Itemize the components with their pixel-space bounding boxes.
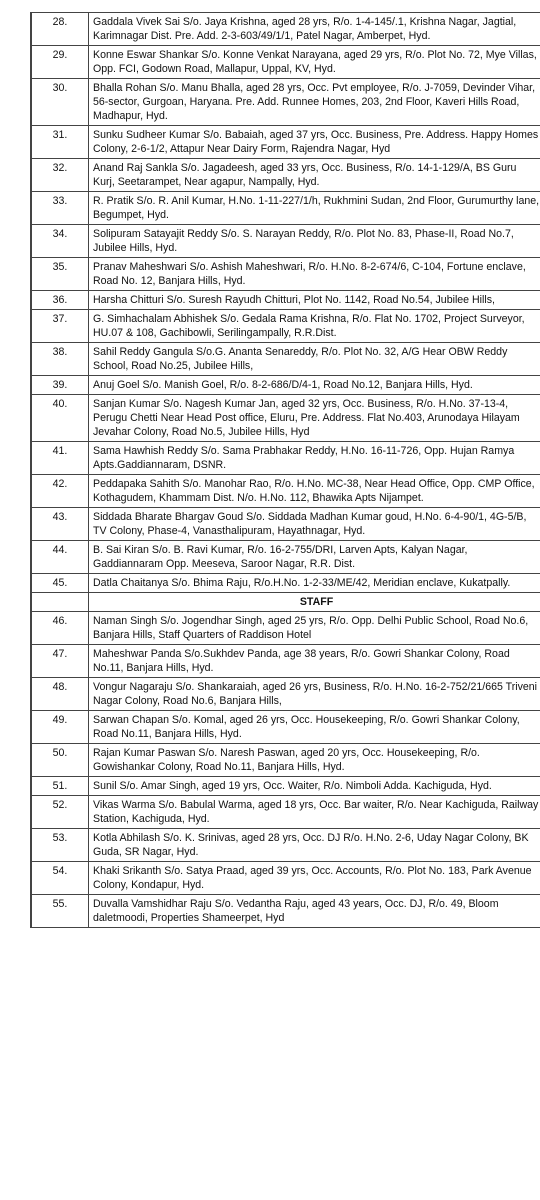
section-number-cell xyxy=(32,593,89,612)
row-number: 34. xyxy=(32,225,89,258)
row-number: 33. xyxy=(32,192,89,225)
table-row xyxy=(32,46,540,79)
row-number: 35. xyxy=(32,258,89,291)
person-details: Pranav Maheshwari S/o. Ashish Maheshwari, R/o. H.No. 8-2-674/6, C-104, Fortune enclave, Road No. 12, Banjara Hills, Hyd. xyxy=(89,258,540,291)
table-row xyxy=(32,711,540,744)
table-row xyxy=(32,126,540,159)
row-number: 49. xyxy=(32,711,89,744)
row-number: 47. xyxy=(32,645,89,678)
person-details: Sanjan Kumar S/o. Nagesh Kumar Jan, aged 32 yrs, Occ. Business, R/o. H.No. 37-13-4, Perugu Chetti Near Head Post office, Eluru, Pre. Address. Flat No.403, Arunodaya Hilayam Jevahar Colony, Road No.5, Jubilee Hills, Hyd xyxy=(89,395,540,442)
accused-list-sheet xyxy=(30,12,540,928)
row-number: 45. xyxy=(32,574,89,593)
row-number: 54. xyxy=(32,862,89,895)
table-row xyxy=(32,291,540,310)
person-details: Sunku Sudheer Kumar S/o. Babaiah, aged 37 yrs, Occ. Business, Pre. Address. Happy Homes Colony, 2-6-1/2, Attapur Near Dairy Form, Rajendra Nagar, Hyd xyxy=(89,126,540,159)
row-number: 40. xyxy=(32,395,89,442)
row-number: 55. xyxy=(32,895,89,928)
person-details: Naman Singh S/o. Jogendhar Singh, aged 25 yrs, R/o. Opp. Delhi Public School, Road No.6, Banjara Hills, Staff Quarters of Raddison Hotel xyxy=(89,612,540,645)
section-label: STAFF xyxy=(89,593,540,612)
staff-section-row xyxy=(32,593,540,612)
person-details: Anand Raj Sankla S/o. Jagadeesh, aged 33 yrs, Occ. Business, R/o. 14-1-129/A, BS Guru Kurj, Seetarampet, Near agapur, Nampally, Hyd. xyxy=(89,159,540,192)
person-details: Konne Eswar Shankar S/o. Konne Venkat Narayana, aged 29 yrs, R/o. Plot No. 72, Mye Villas, Opp. FCI, Godown Road, Mallapur, Uppal, KV, Hyd. xyxy=(89,46,540,79)
table-row xyxy=(32,574,540,593)
accused-list-table xyxy=(31,12,540,928)
row-number: 29. xyxy=(32,46,89,79)
person-details: Duvalla Vamshidhar Raju S/o. Vedantha Raju, aged 43 years, Occ. DJ, R/o. 49, Bloom daletmoodi, Properties Shameerpet, Hyd xyxy=(89,895,540,928)
row-number: 39. xyxy=(32,376,89,395)
person-details: Datla Chaitanya S/o. Bhima Raju, R/o.H.No. 1-2-33/ME/42, Meridian enclave, Kukatpally. xyxy=(89,574,540,593)
row-number: 28. xyxy=(32,13,89,46)
person-details: Vikas Warma S/o. Babulal Warma, aged 18 yrs, Occ. Bar waiter, R/o. Near Kachiguda, Railway Station, Kachiguda, Hyd. xyxy=(89,796,540,829)
table-row xyxy=(32,829,540,862)
person-details: Gaddala Vivek Sai S/o. Jaya Krishna, aged 28 yrs, R/o. 1-4-145/.1, Krishna Nagar, Jagtial, Karimnagar Dist. Pre. Add. 2-3-603/49/1/1, Patel Nagar, Amberpet, Hyd. xyxy=(89,13,540,46)
person-details: Kotla Abhilash S/o. K. Srinivas, aged 28 yrs, Occ. DJ R/o. H.No. 2-6, Uday Nagar Colony, BK Guda, SR Nagar, Hyd. xyxy=(89,829,540,862)
person-details: Bhalla Rohan S/o. Manu Bhalla, aged 28 yrs, Occ. Pvt employee, R/o. J-7059, Devinder Vihar, 56-sector, Gurgoan, Haryana. Pre. Add. Runnee Homes, 203, 2nd Floor, Kaveri Hills Road, Madhapur, Hyd. xyxy=(89,79,540,126)
row-number: 38. xyxy=(32,343,89,376)
person-details: Peddapaka Sahith S/o. Manohar Rao, R/o. H.No. MC-38, Near Head Office, Opp. CMP Office, Kothagudem, Khammam Dist. N/o. H.No. 112, Bhawika Apts Nijampet. xyxy=(89,475,540,508)
accused-rows xyxy=(32,13,540,593)
row-number: 52. xyxy=(32,796,89,829)
row-number: 42. xyxy=(32,475,89,508)
table-row xyxy=(32,442,540,475)
row-number: 37. xyxy=(32,310,89,343)
person-details: Anuj Goel S/o. Manish Goel, R/o. 8-2-686/D/4-1, Road No.12, Banjara Hills, Hyd. xyxy=(89,376,540,395)
table-row xyxy=(32,862,540,895)
row-number: 31. xyxy=(32,126,89,159)
table-row xyxy=(32,541,540,574)
table-row xyxy=(32,796,540,829)
row-number: 30. xyxy=(32,79,89,126)
row-number: 53. xyxy=(32,829,89,862)
row-number: 44. xyxy=(32,541,89,574)
table-row xyxy=(32,376,540,395)
row-number: 41. xyxy=(32,442,89,475)
table-row xyxy=(32,192,540,225)
row-number: 46. xyxy=(32,612,89,645)
person-details: Maheshwar Panda S/o.Sukhdev Panda, age 38 years, R/o. Gowri Shankar Colony, Road No.11, Banjara Hills, Hyd. xyxy=(89,645,540,678)
table-row xyxy=(32,225,540,258)
table-row xyxy=(32,895,540,928)
person-details: G. Simhachalam Abhishek S/o. Gedala Rama Krishna, R/o. Flat No. 1702, Project Surveyor, HU.07 & 108, Gachibowli, Serilingampally, R.R.Dist. xyxy=(89,310,540,343)
row-number: 48. xyxy=(32,678,89,711)
person-details: Sahil Reddy Gangula S/o.G. Ananta Senareddy, R/o. Plot No. 32, A/G Hear OBW Reddy School, Road No.25, Jubilee Hills, xyxy=(89,343,540,376)
row-number: 51. xyxy=(32,777,89,796)
row-number: 43. xyxy=(32,508,89,541)
table-row xyxy=(32,159,540,192)
table-row xyxy=(32,744,540,777)
person-details: B. Sai Kiran S/o. B. Ravi Kumar, R/o. 16-2-755/DRI, Larven Apts, Kalyan Nagar, Gaddiannaram Opp. Meeseva, Saroor Nagar, R.R. Dist. xyxy=(89,541,540,574)
table-row xyxy=(32,13,540,46)
section-header xyxy=(32,593,540,612)
table-row xyxy=(32,678,540,711)
table-row xyxy=(32,645,540,678)
person-details: Sama Hawhish Reddy S/o. Sama Prabhakar Reddy, H.No. 16-11-726, Opp. Hujan Ramya Apts.Gaddiannaram, DSNR. xyxy=(89,442,540,475)
person-details: Harsha Chitturi S/o. Suresh Rayudh Chitturi, Plot No. 1142, Road No.54, Jubilee Hills, xyxy=(89,291,540,310)
table-row xyxy=(32,310,540,343)
table-row xyxy=(32,777,540,796)
table-row xyxy=(32,508,540,541)
person-details: Sunil S/o. Amar Singh, aged 19 yrs, Occ. Waiter, R/o. Nimboli Adda. Kachiguda, Hyd. xyxy=(89,777,540,796)
person-details: Vongur Nagaraju S/o. Shankaraiah, aged 26 yrs, Business, R/o. H.No. 16-2-752/21/665 Triveni Nagar Colony, Road No.6, Banjara Hills, xyxy=(89,678,540,711)
row-number: 36. xyxy=(32,291,89,310)
person-details: Sarwan Chapan S/o. Komal, aged 26 yrs, Occ. Housekeeping, R/o. Gowri Shankar Colony, Road No.11, Banjara Hills, Hyd. xyxy=(89,711,540,744)
row-number: 32. xyxy=(32,159,89,192)
table-row xyxy=(32,475,540,508)
table-row xyxy=(32,258,540,291)
table-row xyxy=(32,612,540,645)
person-details: Solipuram Satayajit Reddy S/o. S. Narayan Reddy, R/o. Plot No. 83, Phase-II, Road No.7, Jubilee Hills, Hyd. xyxy=(89,225,540,258)
person-details: Rajan Kumar Paswan S/o. Naresh Paswan, aged 20 yrs, Occ. Housekeeping, R/o. Gowishankar Colony, Road No.11, Banjara Hills, Hyd. xyxy=(89,744,540,777)
person-details: Siddada Bharate Bhargav Goud S/o. Siddada Madhan Kumar goud, H.No. 6-4-90/1, 4G-5/B, TV Colony, Phase-4, Vanasthalipuram, Hayathnagar, Hyd. xyxy=(89,508,540,541)
row-number: 50. xyxy=(32,744,89,777)
person-details: Khaki Srikanth S/o. Satya Praad, aged 39 yrs, Occ. Accounts, R/o. Plot No. 183, Park Avenue Colony, Kondapur, Hyd. xyxy=(89,862,540,895)
person-details: R. Pratik S/o. R. Anil Kumar, H.No. 1-11-227/1/h, Rukhmini Sudan, 2nd Floor, Gurumurthy lane, Begumpet, Hyd. xyxy=(89,192,540,225)
staff-rows xyxy=(32,612,540,928)
table-row xyxy=(32,79,540,126)
table-row xyxy=(32,395,540,442)
table-row xyxy=(32,343,540,376)
